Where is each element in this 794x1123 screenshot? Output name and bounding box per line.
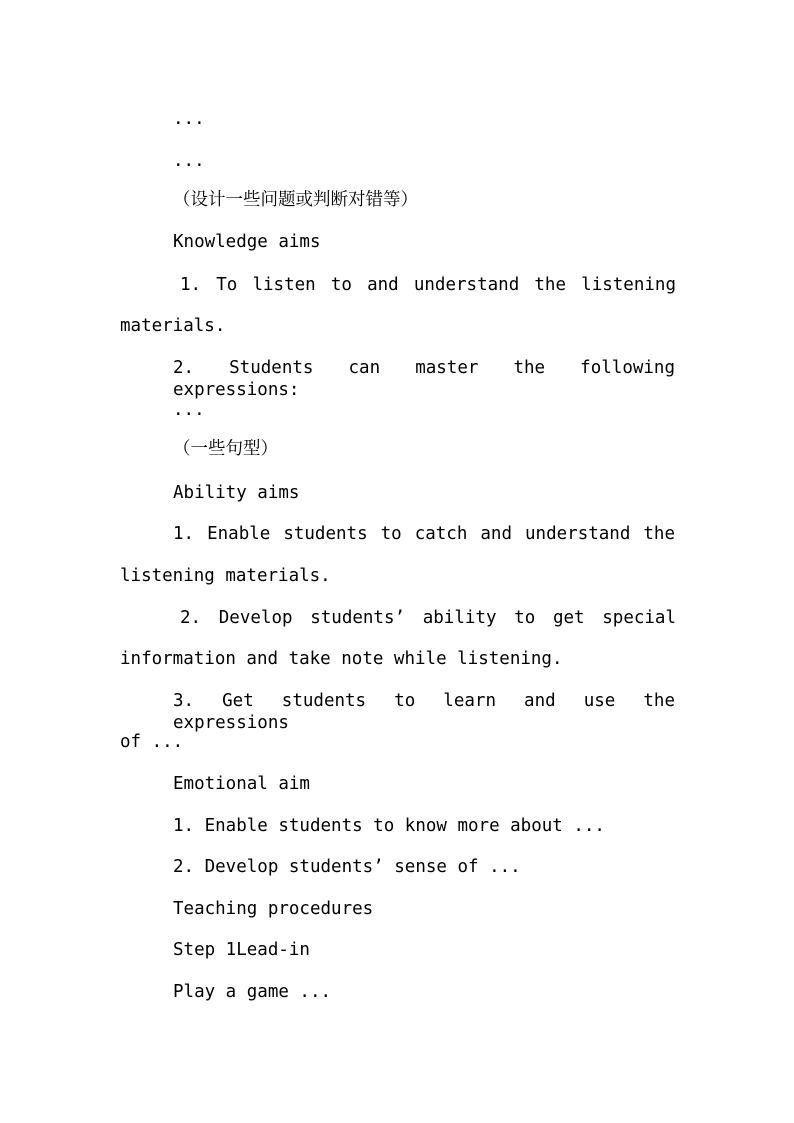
ellipsis-line: ... — [173, 400, 205, 420]
emotional-aim-1: 1. Enable students to know more about ... — [173, 816, 605, 836]
section-heading-emotional-aim: Emotional aim — [173, 774, 310, 794]
instruction-note: （设计一些问题或判断对错等） — [173, 190, 418, 210]
ellipsis-line: ... — [173, 151, 205, 171]
section-heading-teaching-procedures: Teaching procedures — [173, 899, 374, 919]
knowledge-aim-1-continued: materials. — [120, 316, 226, 336]
ability-aim-1-continued: listening materials. — [120, 566, 331, 586]
emotional-aim-2: 2. Develop students’ sense of ... — [173, 857, 521, 877]
sentence-pattern-note: （一些句型） — [173, 439, 278, 459]
step-detail: Play a game ... — [173, 982, 332, 1002]
knowledge-aim-1: 1. To listen to and understand the listening — [180, 275, 676, 295]
ability-aim-2-continued: information and take note while listening. — [120, 649, 563, 669]
ability-aim-3-continued: of ... — [120, 732, 184, 752]
section-heading-knowledge-aims: Knowledge aims — [173, 232, 321, 252]
ellipsis-line: ... — [173, 109, 205, 129]
knowledge-aim-2: 2. Students can master the following expressions: — [173, 358, 675, 400]
ability-aim-3: 3. Get students to learn and use the expressions — [173, 691, 675, 733]
ability-aim-2: 2. Develop students’ ability to get special — [180, 608, 676, 628]
step-heading: Step 1Lead-in — [173, 940, 310, 960]
ability-aim-1: 1. Enable students to catch and understand the — [173, 524, 675, 544]
section-heading-ability-aims: Ability aims — [173, 483, 300, 503]
